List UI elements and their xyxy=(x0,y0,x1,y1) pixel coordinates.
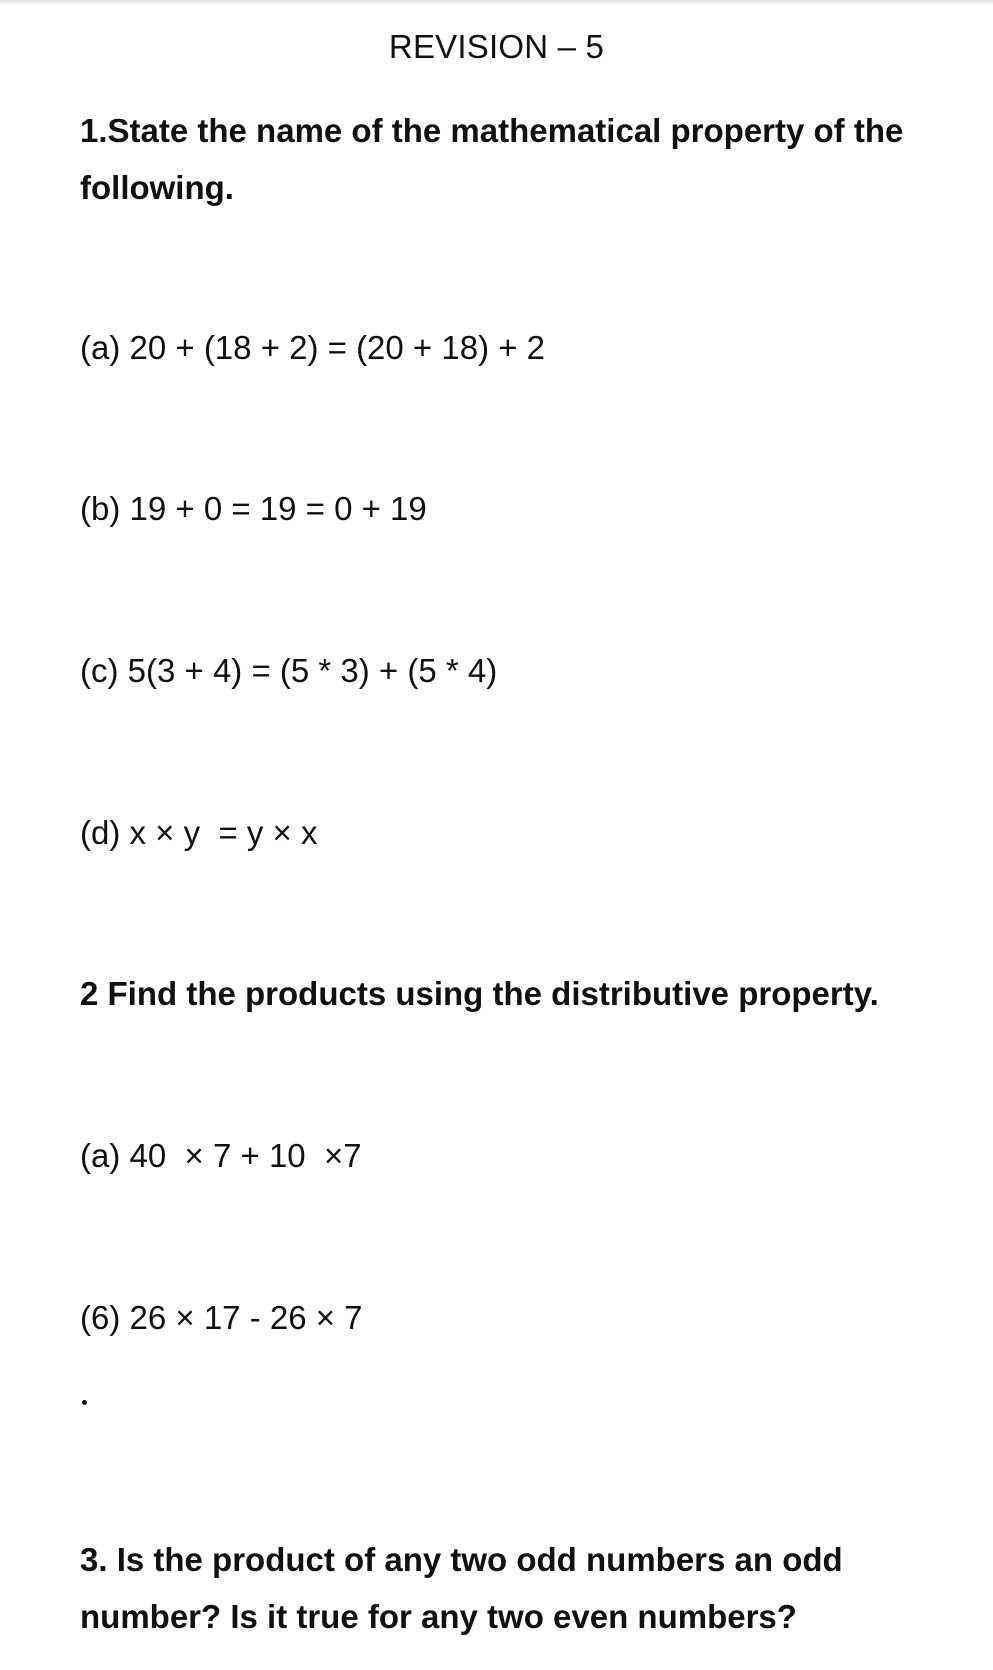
question-1-item-b: (b) 19 + 0 = 19 = 0 + 19 xyxy=(80,490,427,527)
question-1-item-c: (c) 5(3 + 4) = (5 * 3) + (5 * 4) xyxy=(80,652,498,689)
question-2-item-b: (6) 26 × 17 - 26 × 7 xyxy=(80,1299,363,1336)
question-2-prompt: 2 Find the products using the distributive property. xyxy=(80,975,879,1012)
stray-dot xyxy=(82,1400,87,1405)
question-2-item-a: (a) 40 × 7 + 10 ×7 xyxy=(80,1137,362,1174)
question-1-item-a: (a) 20 + (18 + 2) = (20 + 18) + 2 xyxy=(80,329,546,366)
question-1-prompt: 1.State the name of the mathematical property of the following. xyxy=(80,112,904,206)
question-3-prompt: 3. Is the product of any two odd numbers an odd number? Is it true for any two even numbers? xyxy=(80,1541,843,1635)
page-title: REVISION – 5 xyxy=(388,28,605,65)
question-1-item-d: (d) x × y = y × x xyxy=(80,814,318,851)
